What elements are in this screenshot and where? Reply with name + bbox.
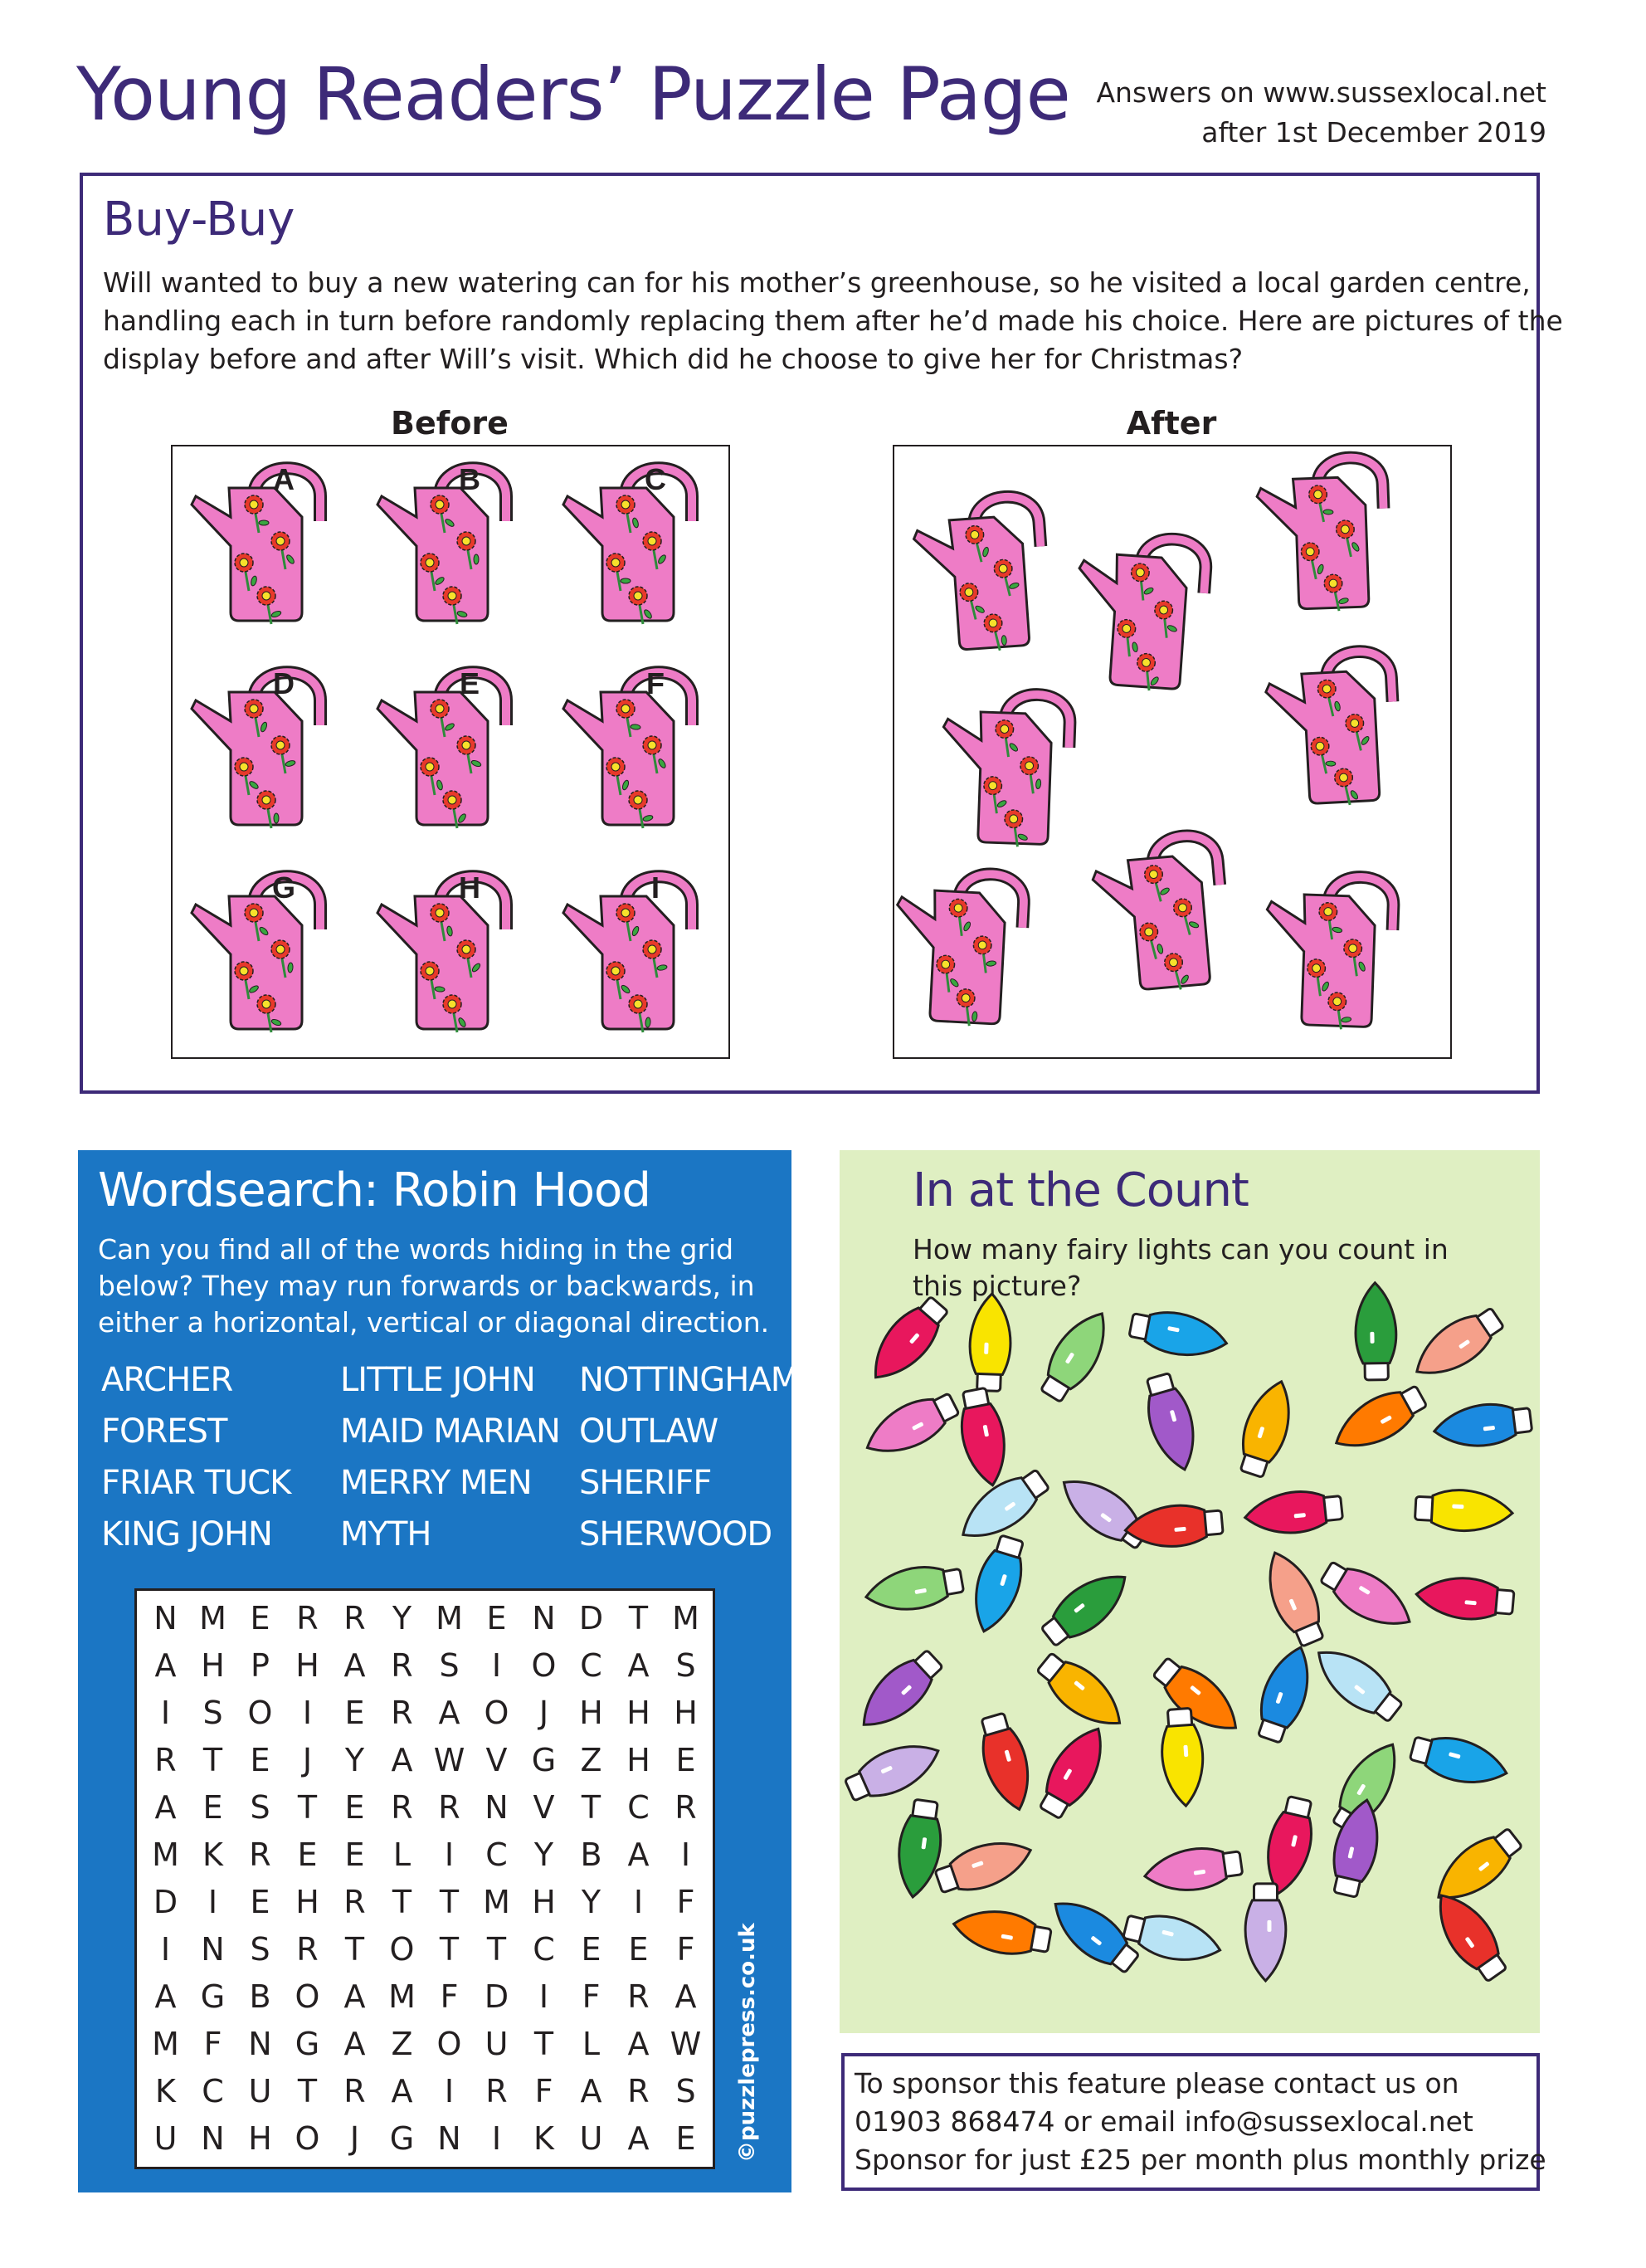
- grid-letter: E: [628, 1931, 649, 1968]
- grid-letter: E: [250, 1600, 270, 1636]
- grid-letter: A: [627, 2026, 650, 2062]
- grid-letter: J: [538, 1695, 549, 1731]
- grid-letter: R: [485, 2073, 508, 2109]
- instruction-line: handling each in turn before randomly replacing them after he’d made his choice. Here are pictures of the: [103, 305, 1563, 337]
- after-caption: After: [1126, 405, 1217, 441]
- grid-letter: M: [199, 1600, 226, 1636]
- grid-letter: F: [534, 2073, 553, 2109]
- fairy-light-icon: [1259, 1794, 1320, 1898]
- grid-letter: K: [202, 1836, 223, 1873]
- grid-letter: V: [485, 1742, 508, 1778]
- fairy-light-icon: [1127, 1305, 1230, 1363]
- grid-letter: O: [484, 1695, 509, 1731]
- grid-letter: R: [343, 2073, 366, 2109]
- watering-can-icon: [563, 871, 692, 1032]
- can-letter: F: [646, 666, 665, 700]
- grid-letter: E: [344, 1695, 365, 1731]
- grid-letter: E: [202, 1789, 223, 1826]
- grid-letter: E: [675, 2120, 696, 2157]
- fairy-light-icon: [1034, 1303, 1119, 1407]
- grid-letter: M: [672, 1600, 699, 1636]
- word-item: KING JOHN: [101, 1515, 272, 1553]
- grid-letter: R: [391, 1647, 413, 1684]
- grid-letter: A: [154, 1647, 177, 1684]
- grid-letter: S: [250, 1789, 270, 1826]
- watering-can-icon: [1263, 874, 1394, 1031]
- fairy-light-icon: [860, 1290, 954, 1390]
- grid-letter: O: [295, 2120, 320, 2157]
- fairy-light-icon: [1424, 1884, 1513, 1987]
- fairy-light-icon: [1327, 1378, 1431, 1461]
- grid-letter: T: [202, 1742, 223, 1778]
- fairy-light-icon: [841, 1733, 947, 1809]
- fairy-light-icon: [1405, 1300, 1508, 1388]
- grid-letter: Y: [344, 1742, 365, 1778]
- can-letter: H: [459, 871, 480, 905]
- grid-letter: Y: [533, 1836, 554, 1873]
- grid-letter: I: [444, 2073, 455, 2109]
- grid-letter: R: [154, 1742, 177, 1778]
- watering-can-icon: [192, 666, 320, 828]
- grid-letter: A: [154, 1978, 177, 2015]
- grid-letter: E: [675, 1742, 696, 1778]
- word-item: NOTTINGHAM: [579, 1361, 799, 1399]
- fairy-light-icon: [1316, 1554, 1420, 1639]
- wordsearch-grid: [134, 1588, 715, 2169]
- grid-letter: N: [201, 1931, 225, 1968]
- before-caption: Before: [391, 405, 509, 441]
- grid-letter: R: [343, 1600, 366, 1636]
- grid-letter: R: [296, 1931, 319, 1968]
- grid-letter: E: [250, 1884, 270, 1920]
- grid-letter: M: [152, 2026, 179, 2062]
- grid-letter: G: [389, 2120, 415, 2157]
- grid-letter: A: [343, 1647, 366, 1684]
- fairy-light-icon: [1307, 1637, 1408, 1729]
- grid-letter: T: [392, 1884, 412, 1920]
- grid-letter: A: [438, 1695, 460, 1731]
- word-item: MAID MARIAN: [340, 1412, 560, 1451]
- grid-letter: C: [202, 2073, 224, 2109]
- fairy-light-icon: [1031, 1646, 1132, 1739]
- fairy-light-icon: [863, 1560, 966, 1617]
- fairy-light-icon: [1159, 1708, 1206, 1807]
- fairy-light-icon: [1408, 1729, 1512, 1792]
- grid-letter: F: [676, 1884, 695, 1920]
- grid-letter: R: [627, 2073, 650, 2109]
- grid-letter: U: [153, 2120, 178, 2157]
- grid-letter: I: [491, 2120, 502, 2157]
- grid-letter: D: [484, 1978, 509, 2015]
- grid-letter: A: [627, 2120, 650, 2157]
- grid-letter: C: [485, 1836, 508, 1873]
- fairy-light-icon: [933, 1831, 1037, 1901]
- grid-letter: H: [248, 2120, 272, 2157]
- grid-letter: A: [391, 2073, 413, 2109]
- grid-letter: S: [675, 2073, 696, 2109]
- grid-letter: H: [532, 1884, 556, 1920]
- watering-can-icon: [1264, 650, 1398, 809]
- grid-letter: Y: [392, 1600, 412, 1636]
- grid-letter: G: [295, 2026, 320, 2062]
- grid-letter: R: [674, 1789, 697, 1826]
- grid-letter: C: [580, 1647, 602, 1684]
- fairy-light-icon: [1147, 1651, 1249, 1743]
- grid-letter: V: [533, 1789, 555, 1826]
- watering-can-icon: [377, 871, 506, 1032]
- fairy-light-icon: [968, 1293, 1012, 1392]
- grid-letter: C: [627, 1789, 650, 1826]
- watering-can-icon: [894, 870, 1025, 1029]
- grid-letter: I: [538, 1978, 549, 2015]
- word-item: OUTLAW: [579, 1412, 718, 1451]
- grid-letter: H: [626, 1695, 650, 1731]
- grid-letter: A: [343, 1978, 366, 2015]
- watering-can-icon: [377, 666, 506, 828]
- watering-can-icon: [1071, 533, 1207, 694]
- grid-letter: K: [533, 2120, 554, 2157]
- grid-letter: A: [343, 2026, 366, 2062]
- count-instructions: [913, 1232, 1449, 1305]
- grid-letter: E: [344, 1789, 365, 1826]
- grid-letter: I: [207, 1884, 218, 1920]
- grid-letter: A: [580, 2073, 602, 2109]
- fairy-light-icon: [973, 1710, 1039, 1815]
- grid-letter: P: [251, 1647, 270, 1684]
- word-item: LITTLE JOHN: [340, 1361, 535, 1399]
- grid-letter: N: [153, 1600, 178, 1636]
- fairy-light-icon: [1245, 1884, 1286, 1981]
- fairy-light-icon: [1250, 1641, 1320, 1745]
- grid-letter: R: [438, 1789, 460, 1826]
- grid-letter: O: [389, 1931, 415, 1968]
- grid-letter: N: [532, 1600, 556, 1636]
- grid-letter: A: [391, 1742, 413, 1778]
- word-item: ARCHER: [101, 1361, 233, 1399]
- grid-letter: J: [302, 1742, 313, 1778]
- grid-letter: M: [388, 1978, 416, 2015]
- grid-letter: T: [439, 1884, 460, 1920]
- instruction-line: either a horizontal, vertical or diagonal direction.: [98, 1306, 770, 1339]
- fairy-light-icon: [893, 1798, 946, 1900]
- fairy-light-icon: [1415, 1488, 1513, 1534]
- grid-letter: B: [580, 1836, 602, 1873]
- instruction-line: this picture?: [913, 1270, 1082, 1302]
- after-picture: [893, 445, 1452, 1059]
- grid-letter: L: [582, 2026, 601, 2062]
- grid-letter: N: [437, 2120, 461, 2157]
- instruction-line: Will wanted to buy a new watering can for his mother’s greenhouse, so he visited a local garden centre,: [103, 266, 1531, 299]
- grid-letter: B: [249, 1978, 271, 2015]
- grid-letter: C: [533, 1931, 555, 1968]
- grid-letter: F: [203, 2026, 222, 2062]
- answers-line-2: after 1st December 2019: [1201, 116, 1546, 149]
- sponsor-line: Sponsor for just £25 per month plus monthly prize: [855, 2144, 1546, 2176]
- grid-letter: I: [160, 1931, 171, 1968]
- watering-can-icon: [563, 462, 692, 624]
- watering-can-icon: [939, 691, 1070, 848]
- wordsearch-instructions: [98, 1232, 769, 1341]
- grid-letter: I: [491, 1647, 502, 1684]
- grid-letter: Y: [581, 1884, 601, 1920]
- fairy-light-icon: [1232, 1375, 1300, 1480]
- after-watering-cans: [894, 446, 1450, 1057]
- fairy-light-icon: [965, 1533, 1032, 1637]
- fairy-light-icon: [950, 1904, 1053, 1960]
- grid-letter: D: [578, 1600, 604, 1636]
- grid-letter: F: [676, 1931, 695, 1968]
- watering-can-icon: [912, 495, 1048, 656]
- grid-letter: Z: [580, 1742, 602, 1778]
- answers-line-1: Answers on www.sussexlocal.net: [1096, 76, 1546, 109]
- grid-letter: S: [675, 1647, 696, 1684]
- grid-letter: T: [344, 1931, 365, 1968]
- grid-letter: N: [485, 1789, 509, 1826]
- can-letter: I: [650, 871, 660, 905]
- watering-can-icon: [192, 462, 320, 624]
- grid-letter: F: [440, 1978, 459, 2015]
- grid-letter: E: [344, 1836, 365, 1873]
- grid-letter: M: [152, 1836, 179, 1873]
- grid-letter: D: [153, 1884, 178, 1920]
- grid-letter: H: [201, 1647, 225, 1684]
- grid-letter: O: [247, 1695, 273, 1731]
- fairy-light-icon: [1052, 1466, 1154, 1556]
- grid-letter: F: [582, 1978, 601, 2015]
- fairy-light-icon: [1121, 1907, 1225, 1970]
- sponsor-line: 01903 868474 or email info@sussexlocal.net: [855, 2105, 1473, 2138]
- grid-letter: I: [302, 1695, 313, 1731]
- fairy-light-icon: [1142, 1843, 1244, 1896]
- can-letter: C: [645, 462, 666, 496]
- grid-letter: E: [250, 1742, 270, 1778]
- answers-note: [1096, 73, 1546, 153]
- sponsor-text: [855, 2065, 1546, 2179]
- grid-letter: S: [250, 1931, 270, 1968]
- instruction-line: Can you find all of the words hiding in the grid: [98, 1233, 734, 1266]
- grid-letter: G: [531, 1742, 557, 1778]
- fairy-light-icon: [858, 1386, 962, 1466]
- buy-buy-title: Buy-Buy: [103, 193, 295, 246]
- grid-letter: R: [627, 1978, 650, 2015]
- count-title: In at the Count: [913, 1163, 1249, 1217]
- grid-letter: S: [439, 1647, 460, 1684]
- fairy-light-icon: [1326, 1796, 1387, 1900]
- grid-letter: U: [579, 2120, 603, 2157]
- grid-letter: T: [297, 2073, 318, 2109]
- watering-can-icon: [1256, 456, 1387, 613]
- fairy-light-icon: [1138, 1371, 1204, 1475]
- grid-letter: T: [486, 1931, 507, 1968]
- grid-letter: H: [295, 1884, 319, 1920]
- fairy-light-icon: [1256, 1545, 1331, 1651]
- fairy-light-icon: [850, 1644, 949, 1739]
- grid-letter: I: [444, 1836, 455, 1873]
- word-item: SHERWOOD: [579, 1515, 772, 1553]
- word-item: MERRY MEN: [340, 1464, 532, 1502]
- grid-letter: A: [627, 1836, 650, 1873]
- grid-letter: M: [483, 1884, 510, 1920]
- grid-letter: Z: [391, 2026, 413, 2062]
- sponsor-line: To sponsor this feature please contact us on: [855, 2067, 1459, 2100]
- grid-letter: M: [436, 1600, 463, 1636]
- can-letter: A: [273, 462, 295, 496]
- grid-letter: S: [202, 1695, 223, 1731]
- grid-letter: K: [155, 2073, 176, 2109]
- grid-letter: R: [343, 1884, 366, 1920]
- before-watering-cans: [173, 446, 728, 1057]
- grid-letter: T: [439, 1931, 460, 1968]
- puzzlepress-credit: ©puzzlepress.co.uk: [735, 1923, 760, 2163]
- grid-letter: R: [391, 1789, 413, 1826]
- grid-letter: I: [160, 1695, 171, 1731]
- before-picture: [171, 445, 730, 1059]
- grid-letter: A: [627, 1647, 650, 1684]
- fairy-light-icon: [1243, 1487, 1343, 1538]
- word-item: FRIAR TUCK: [101, 1464, 291, 1502]
- grid-letter: I: [633, 1884, 644, 1920]
- grid-letter: U: [485, 2026, 509, 2062]
- watering-can-icon: [192, 871, 320, 1032]
- grid-letter: J: [349, 2120, 360, 2157]
- grid-letter: H: [295, 1647, 319, 1684]
- grid-letter: H: [674, 1695, 698, 1731]
- grid-letter: I: [680, 1836, 691, 1873]
- watering-can-icon: [377, 462, 506, 624]
- fairy-light-icon: [1032, 1719, 1116, 1823]
- grid-letter: O: [295, 1978, 320, 2015]
- fairy-light-icon: [1432, 1399, 1533, 1451]
- grid-letter: U: [248, 2073, 272, 2109]
- grid-letter: G: [200, 1978, 226, 2015]
- fairy-light-icon: [954, 1386, 1012, 1489]
- grid-letter: R: [296, 1600, 319, 1636]
- grid-letter: R: [249, 1836, 271, 1873]
- grid-letter: O: [436, 2026, 462, 2062]
- fairy-light-icon: [1415, 1574, 1515, 1623]
- grid-letter: T: [297, 1789, 318, 1826]
- word-item: SHERIFF: [579, 1464, 712, 1502]
- word-item: MYTH: [340, 1515, 431, 1553]
- can-letter: E: [459, 666, 480, 700]
- watering-can-icon: [563, 666, 692, 828]
- word-item: FOREST: [101, 1412, 227, 1451]
- instruction-line: below? They may run forwards or backwards, in: [98, 1270, 755, 1302]
- fairy-light-icon: [1036, 1561, 1137, 1652]
- wordsearch-title: Wordsearch: Robin Hood: [98, 1163, 650, 1217]
- grid-letter: R: [391, 1695, 413, 1731]
- grid-letter: N: [248, 2026, 272, 2062]
- can-letter: B: [459, 462, 480, 496]
- grid-letter: E: [486, 1600, 507, 1636]
- grid-letter: A: [674, 1978, 697, 2015]
- can-letter: G: [271, 871, 296, 905]
- grid-letter: T: [533, 2026, 554, 2062]
- grid-letter: T: [581, 1789, 601, 1826]
- grid-letter: O: [531, 1647, 557, 1684]
- grid-letter: E: [297, 1836, 318, 1873]
- instruction-line: display before and after Will’s visit. Which did he choose to give her for Christmas?: [103, 343, 1244, 375]
- grid-letter: A: [154, 1789, 177, 1826]
- grid-letter: L: [392, 1836, 412, 1873]
- grid-letter: H: [626, 1742, 650, 1778]
- page-title: Young Readers’ Puzzle Page: [76, 51, 1070, 137]
- buy-buy-instructions: [103, 264, 1563, 378]
- watering-can-icon: [1090, 833, 1229, 997]
- grid-letter: W: [670, 2026, 702, 2062]
- grid-letter: N: [201, 2120, 225, 2157]
- grid-letter: W: [433, 1742, 465, 1778]
- can-letter: D: [273, 666, 295, 700]
- grid-letter: T: [628, 1600, 649, 1636]
- grid-letter: H: [579, 1695, 603, 1731]
- instruction-line: How many fairy lights can you count in: [913, 1233, 1449, 1266]
- grid-letter: E: [581, 1931, 601, 1968]
